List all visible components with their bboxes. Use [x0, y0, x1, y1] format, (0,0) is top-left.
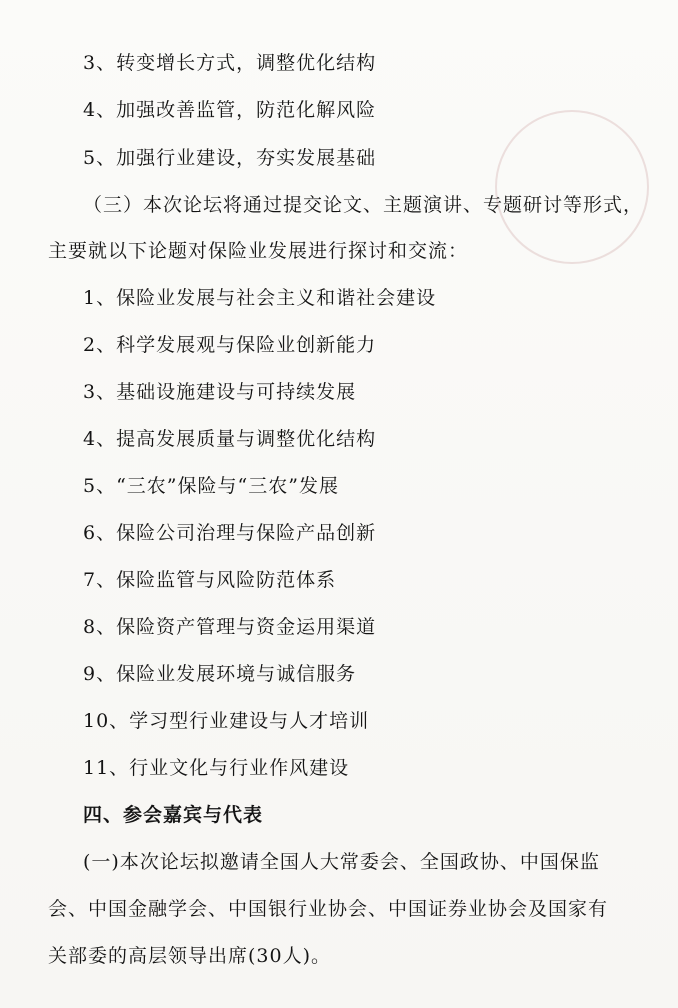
text-line: 8、保险资产管理与资金运用渠道: [83, 616, 377, 638]
text-line: 3、基础设施建设与可持续发展: [83, 381, 357, 403]
text-line: （三）本次论坛将通过提交论文、主题演讲、专题研讨等形式，: [83, 194, 644, 216]
section-heading: 四、参会嘉宾与代表: [83, 804, 264, 826]
text-line: 2、科学发展观与保险业创新能力: [83, 334, 377, 356]
text-line: 主要就以下论题对保险业发展进行探讨和交流：: [48, 240, 469, 262]
text-line: 4、加强改善监管，防范化解风险: [83, 99, 377, 121]
text-line: 5、加强行业建设，夯实发展基础: [83, 147, 377, 169]
text-line: 1、保险业发展与社会主义和谐社会建设: [83, 287, 437, 309]
text-line: 会、中国金融学会、中国银行业协会、中国证券业协会及国家有: [48, 898, 609, 920]
text-line: (一)本次论坛拟邀请全国人大常委会、全国政协、中国保监: [83, 851, 600, 873]
text-line: 3、转变增长方式，调整优化结构: [83, 52, 377, 74]
text-line: 11、行业文化与行业作风建设: [83, 757, 350, 779]
text-line: 9、保险业发展环境与诚信服务: [83, 663, 357, 685]
text-line: 7、保险监管与风险防范体系: [83, 569, 337, 591]
text-line: 关部委的高层领导出席(30人)。: [48, 945, 332, 967]
text-line: 4、提高发展质量与调整优化结构: [83, 428, 377, 450]
text-line: 6、保险公司治理与保险产品创新: [83, 522, 377, 544]
text-line: 10、学习型行业建设与人才培训: [83, 710, 370, 732]
faint-seal-stamp: [495, 110, 649, 264]
text-line: 5、“三农”保险与“三农”发展: [83, 475, 339, 497]
